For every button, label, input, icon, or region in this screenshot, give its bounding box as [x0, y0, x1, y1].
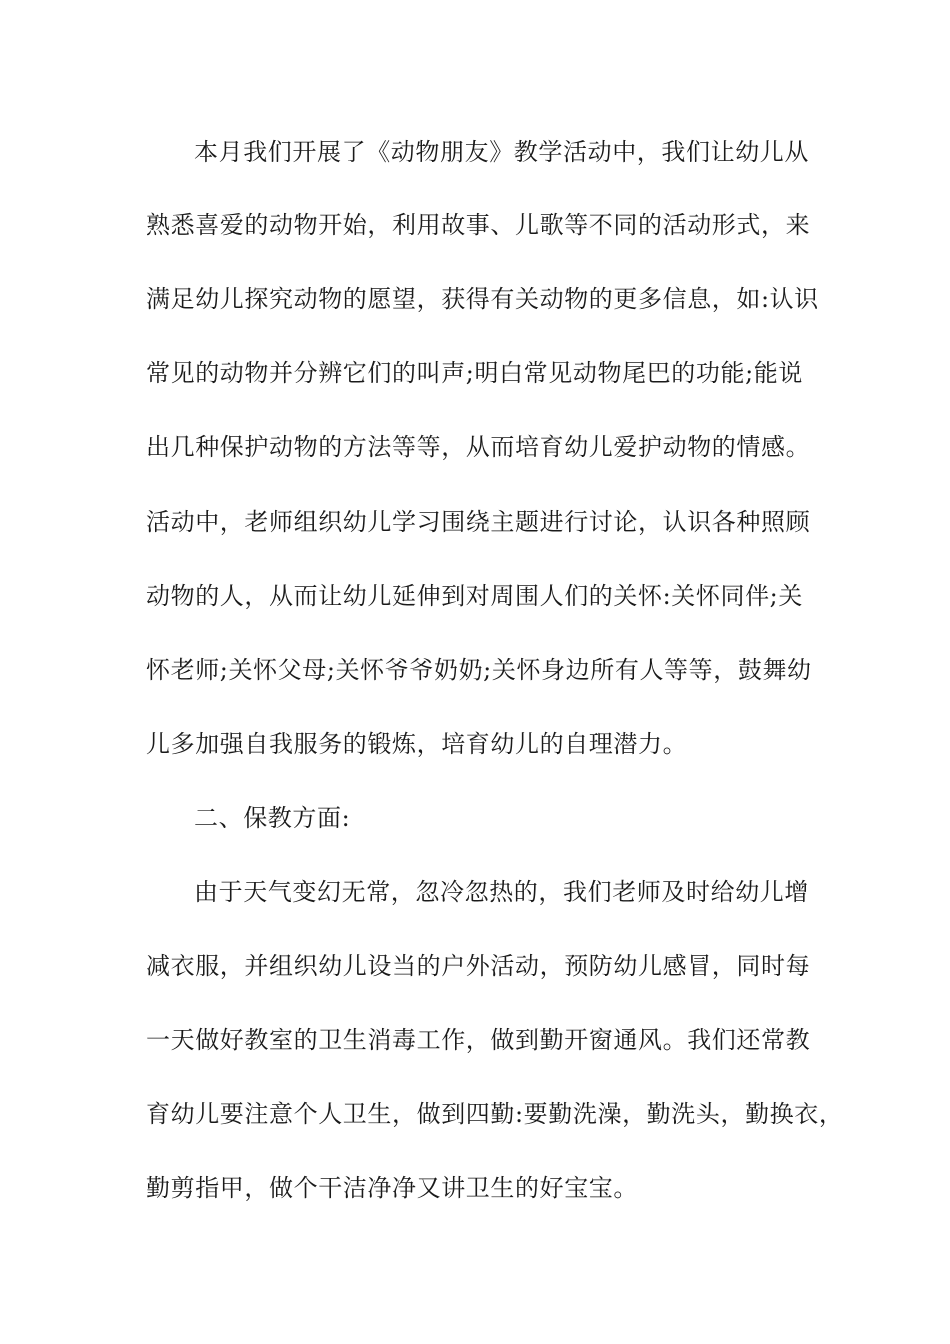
section-heading: 二、保教方面: — [194, 804, 351, 832]
paragraph-line: 出几种保护动物的方法等等，从而培育幼儿爱护动物的情感。 — [146, 433, 811, 461]
paragraph-line: 本月我们开展了《动物朋友》教学活动中，我们让幼儿从 — [194, 138, 809, 166]
paragraph-line: 熟悉喜爱的动物开始，利用故事、儿歌等不同的活动形式，来 — [146, 211, 811, 239]
paragraph-line: 育幼儿要注意个人卫生，做到四勤:要勤洗澡，勤洗头，勤换衣， — [146, 1100, 844, 1128]
paragraph-line: 由于天气变幻无常，忽冷忽热的，我们老师及时给幼儿增 — [194, 878, 809, 906]
paragraph-line: 满足幼儿探究动物的愿望，获得有关动物的更多信息，如:认识 — [146, 285, 819, 313]
paragraph-line: 常见的动物并分辨它们的叫声;明白常见动物尾巴的功能;能说 — [146, 359, 803, 387]
paragraph-line: 一天做好教室的卫生消毒工作，做到勤开窗通风。我们还常教 — [146, 1026, 811, 1054]
paragraph-line: 减衣服，并组织幼儿设当的户外活动，预防幼儿感冒，同时每 — [146, 952, 811, 980]
paragraph-line: 活动中，老师组织幼儿学习围绕主题进行讨论，认识各种照顾 — [146, 508, 811, 536]
paragraph-line: 儿多加强自我服务的锻炼，培育幼儿的自理潜力。 — [146, 730, 688, 758]
paragraph-line: 动物的人，从而让幼儿延伸到对周围人们的关怀:关怀同伴;关 — [146, 582, 803, 610]
paragraph-line: 勤剪指甲，做个干洁净净又讲卫生的好宝宝。 — [146, 1174, 638, 1202]
paragraph-line: 怀老师;关怀父母;关怀爷爷奶奶;关怀身边所有人等等，鼓舞幼 — [146, 656, 812, 684]
